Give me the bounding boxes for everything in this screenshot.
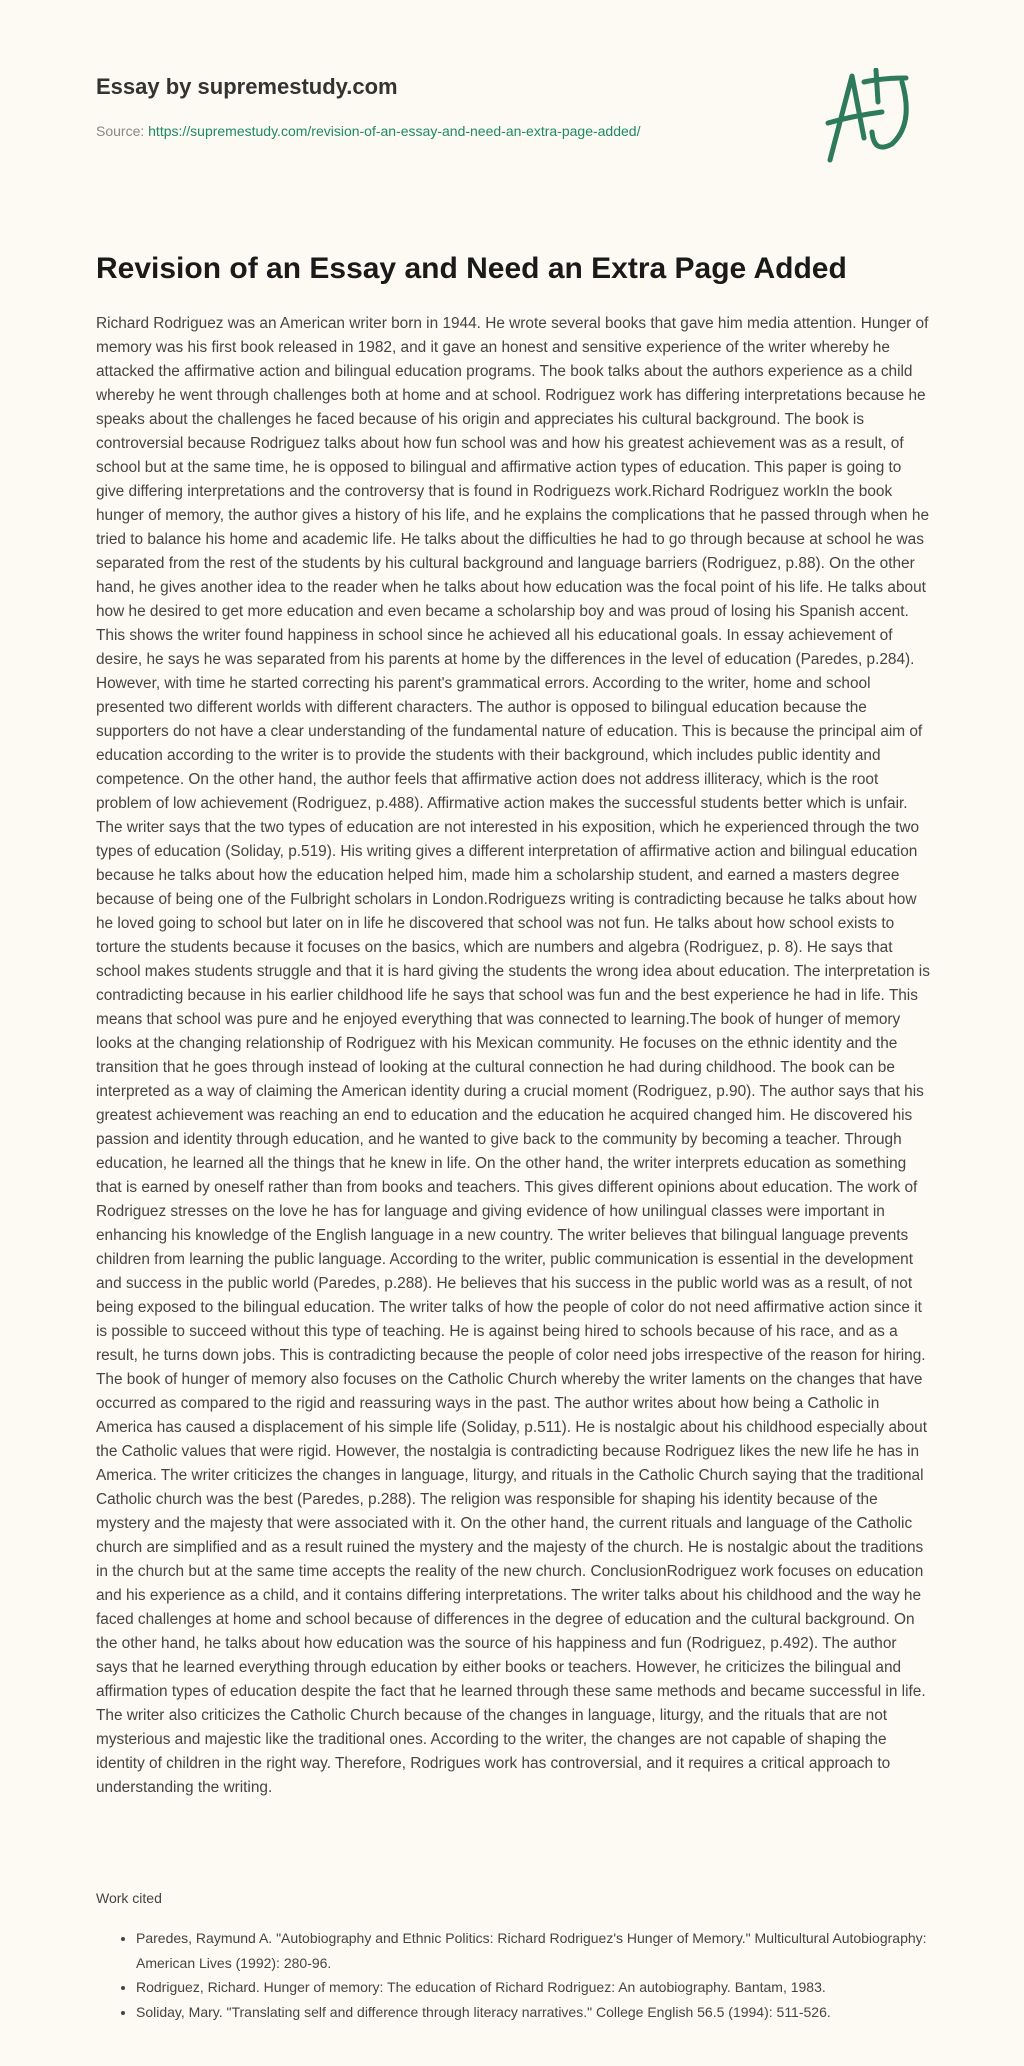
article-body: Richard Rodriguez was an American writer born in 1944. He wrote several books that gave him media attention. Hunger of memory was his first book released in 1982, and it gave an honest and sensitive experience of the writer whereby he attacked the affirmative action and bilingual education programs. The book talks about the authors experience as a child whereby he went through challenges both at home and at school. Rodriguez work has differing interpretations because he speaks about the challenges he faced because of his origin and appreciates his cultural background. The book is controversial because Rodriguez talks about how fun school was and how his greatest achievement was as a result, of school but at the same time, he is opposed to bilingual and affirmative action types of education. This paper is going to give differing interpretations and the controversy that is found in Rodriguezs work.Richard Rodriguez workIn the book hunger of memory, the author gives a history of his life, and he explains the complications that he passed through when he tried to balance his home and academic life. He talks about the difficulties he had to go through because at school he was separated from the rest of the students by his cultural background and language barriers (Rodriguez, p.88). On the other hand, he gives another idea to the reader when he talks about how education was the focal point of his life. He talks about how he desired to get more education and even became a scholarship boy and was proud of losing his Spanish accent. This shows the writer found happiness in school since he achieved all his educational goals. In essay achievement of desire, he says he was separated from his parents at home by the differences in the level of education (Paredes, p.284). However, with time he started correcting his parent's grammatical errors. According to the writer, home and school presented two different worlds with different characters. The author is opposed to bilingual education because the supporters do not have a clear understanding of the fundamental nature of education. This is because the principal aim of education according to the writer is to provide the students with their background, which includes public identity and competence. On the other hand, the author feels that affirmative action does not address illiteracy, which is the root problem of low achievement (Rodriguez, p.488). Affirmative action makes the successful students better which is unfair. The writer says that the two types of education are not interested in his exposition, which he experienced through the two types of education (Soliday, p.519). His writing gives a different interpretation of affirmative action and bilingual education because he talks about how the education helped him, made him a scholarship student, and earned a masters degree because of being one of the Fulbright scholars in London.Rodriguezs writing is contradicting because he talks about how he loved going to school but later on in life he discovered that school was not fun. He talks about how school exists to torture the students because it focuses on the basics, which are numbers and algebra (Rodriguez, p. 8). He says that school makes students struggle and that it is hard giving the students the wrong idea about education. The interpretation is contradicting because in his earlier childhood life he says that school was fun and the best experience he had in life. This means that school was pure and he enjoyed everything that was connected to learning.The book of hunger of memory looks at the changing relationship of Rodriguez with his Mexican community. He focuses on the ethnic identity and the transition that he goes through instead of looking at the cultural connection he had during childhood. The book can be interpreted as a way of claiming the American identity during a crucial moment (Rodriguez, p.90). The author says that his greatest achievement was reaching an end to education and the education he acquired changed him. He discovered his passion and identity through education, and he wanted to give back to the community by becoming a teacher. Through education, he learned all the things that he knew in life. On the other hand, the writer interprets education as something that is earned by oneself rather than from books and teachers. This gives different opinions about education. The work of Rodriguez stresses on the love he has for language and giving evidence of how unilingual classes were important in enhancing his knowledge of the English language in a new country. The writer believes that bilingual language prevents children from learning the public language. According to the writer, public communication is essential in the development and success in the public world (Paredes, p.288). He believes that his success in the public world was as a result, of not being exposed to the bilingual education. The writer talks of how the people of color do not need affirmative action since it is possible to succeed without this type of teaching. He is against being hired to schools because of his race, and as a result, he turns down jobs. This is contradicting because the people of color need jobs irrespective of the reason for hiring. The book of hunger of memory also focuses on the Catholic Church whereby the writer laments on the changes that have occurred as compared to the rigid and reassuring ways in the past. The author writes about how being a Catholic in America has caused a displacement of his simple life (Soliday, p.511). He is nostalgic about his childhood especially about the Catholic values that were rigid. However, the nostalgia is contradicting because Rodriguez likes the new life he has in America. The writer criticizes the changes in language, liturgy, and rituals in the Catholic Church saying that the traditional Catholic church was the best (Paredes, p.288). The religion was responsible for shaping his identity because of the mystery and the majesty that were associated with it. On the other hand, the current rituals and language of the Catholic church are simplified and as a result ruined the mystery and the majesty of the church. He is nostalgic about the traditions in the church but at the same time accepts the reality of the new church. ConclusionRodriguez work focuses on education and his experience as a child, and it contains differing interpretations. The writer talks about his childhood and the way he faced challenges at home and school because of differences in the degree of education and the cultural background. On the other hand, he talks about how education was the source of his happiness and fun (Rodriguez, p.492). The author says that he learned everything through education by either books or teachers. However, he criticizes the bilingual and affirmation types of education despite the fact that he learned through these same methods and became successful in life. The writer also criticizes the Catholic Church because of the changes in language, liturgy, and the rituals that are not mysterious and majestic like the traditional ones. According to the writer, the changes are not capable of shaping the identity of children in the right way. Therefore, Rodrigues work has controversial, and it requires a critical approach to understanding the writing. [96, 315, 930, 1796]
citation-item: • Soliday, Mary. "Translating self and difference through literacy narratives." College English 56.5 (1994): 511-526. [136, 2000, 972, 2025]
citation-item: • Rodriguez, Richard. Hunger of memory: The education of Richard Rodriguez: An autobiography. Bantam, 1983. [136, 1975, 972, 2000]
citation-item: • Paredes, Raymund A. "Autobiography and Ethnic Politics: Richard Rodriguez's Hunger of Memory." Multicultural Autobiography: American Lives (1992): 280-96. [136, 1926, 972, 1975]
site-title: Essay by supremestudy.com [96, 74, 398, 99]
works-cited-list [96, 1926, 972, 2024]
source-line [96, 123, 640, 139]
a-plus-logo-icon [822, 68, 932, 164]
source-label: Source: [96, 123, 149, 139]
article-title: Revision of an Essay and Need an Extra Page Added [96, 252, 847, 285]
works-cited-heading: Work cited [96, 1890, 162, 1906]
source-link[interactable]: https://supremestudy.com/revision-of-an-essay-and-need-an-extra-page-added/ [148, 123, 641, 139]
